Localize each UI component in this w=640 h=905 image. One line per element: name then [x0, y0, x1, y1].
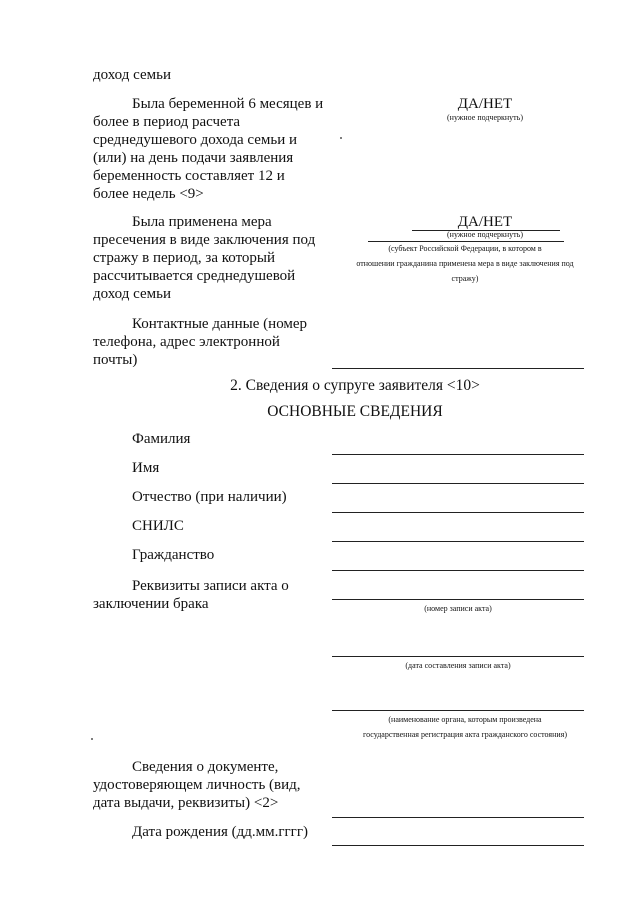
citizenship-field[interactable] [332, 570, 584, 571]
marriage-organ-caption-2: государственная регистрация акта гражданского состояния) [363, 730, 567, 739]
birth-date-label: Дата рождения (дд.мм.гггг) [132, 824, 308, 840]
marriage-date-caption: (дата составления записи акта) [405, 661, 511, 670]
pregnancy-line-1: Была беременной 6 месяцев и [132, 96, 324, 112]
detention-note: (нужное подчеркнуть) [447, 230, 523, 239]
detention-line-1: Была применена мера [132, 214, 272, 230]
detention-line-3: стражу в период, за который [93, 250, 276, 266]
scan-speck [91, 738, 93, 740]
detention-caption-1: (субъект Российской Федерации, в котором в [388, 244, 542, 253]
identity-line-3: дата выдачи, реквизиты) <2> [93, 795, 279, 811]
pregnancy-line-4: (или) на день подачи заявления [93, 150, 294, 166]
name-label: Имя [132, 460, 160, 476]
pregnancy-line-6: более недель <9> [93, 186, 204, 202]
subsection-title: ОСНОВНЫЕ СВЕДЕНИЯ [267, 403, 443, 420]
scan-speck [340, 137, 342, 139]
pregnancy-note: (нужное подчеркнуть) [447, 113, 523, 122]
detention-region-field[interactable] [368, 241, 564, 242]
birth-date-field[interactable] [332, 845, 584, 846]
identity-field[interactable] [332, 817, 584, 818]
name-field[interactable] [332, 483, 584, 484]
section-title: 2. Сведения о супруге заявителя <10> [230, 377, 480, 394]
identity-line-2: удостоверяющем личность (вид, [93, 777, 301, 793]
marriage-line-2: заключении брака [93, 596, 209, 612]
pregnancy-line-2: более в период расчета [93, 114, 241, 130]
marriage-organ-field[interactable] [332, 710, 584, 711]
snils-label: СНИЛС [132, 518, 184, 534]
detention-caption-2: отношении гражданина применена мера в виде заключения под [356, 259, 574, 268]
contacts-line-2: телефона, адрес электронной [93, 334, 280, 350]
detention-line-5: доход семьи [93, 286, 171, 302]
pregnancy-line-3: среднедушевого дохода семьи и [93, 132, 298, 148]
detention-caption-3: стражу) [451, 274, 479, 283]
contacts-line-1: Контактные данные (номер [132, 316, 308, 332]
intro-tail: доход семьи [93, 67, 171, 83]
contacts-line-3: почты) [93, 352, 138, 368]
patronymic-field[interactable] [332, 512, 584, 513]
pregnancy-line-5: беременность составляет 12 и [93, 168, 285, 184]
pregnancy-answer[interactable]: ДА/НЕТ [457, 96, 513, 112]
marriage-number-field[interactable] [332, 599, 584, 600]
marriage-date-field[interactable] [332, 656, 584, 657]
detention-line-2: пресечения в виде заключения под [93, 232, 316, 248]
contacts-field[interactable] [332, 368, 584, 369]
snils-field[interactable] [332, 541, 584, 542]
patronymic-label: Отчество (при наличии) [132, 489, 287, 505]
marriage-line-1: Реквизиты записи акта о [132, 578, 289, 594]
citizenship-label: Гражданство [132, 547, 215, 563]
marriage-number-caption: (номер записи акта) [424, 604, 492, 613]
surname-label: Фамилия [132, 431, 191, 447]
surname-field[interactable] [332, 454, 584, 455]
marriage-organ-caption-1: (наименование органа, которым произведена [388, 715, 542, 724]
detention-answer[interactable]: ДА/НЕТ [457, 214, 513, 230]
detention-line-4: рассчитывается среднедушевой [93, 268, 296, 284]
identity-line-1: Сведения о документе, [132, 759, 279, 775]
